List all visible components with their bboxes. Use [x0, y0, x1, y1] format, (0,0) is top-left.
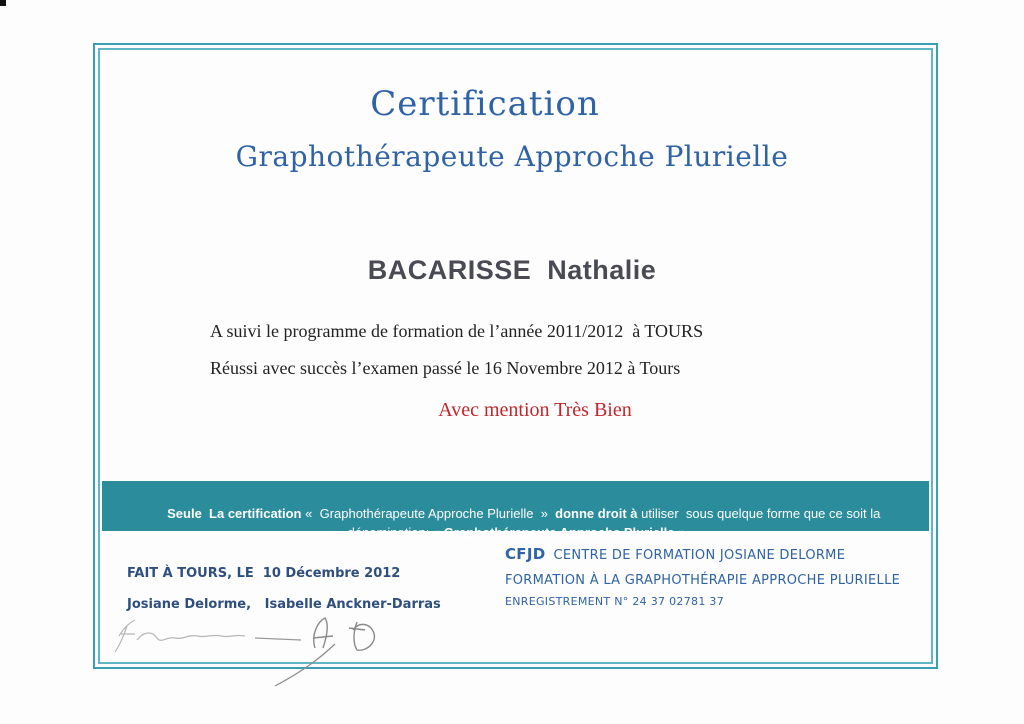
- place-date: FAIT À TOURS, LE 10 Décembre 2012: [127, 566, 401, 581]
- notice-part1: Seule La certification: [167, 506, 302, 521]
- organization-acronym: CFJD: [505, 545, 546, 563]
- organization-program: FORMATION À LA GRAPHOTHÉRAPIE APPROCHE PLURIELLE: [505, 573, 901, 588]
- organization-name: CENTRE DE FORMATION JOSIANE DELORME: [553, 548, 846, 563]
- certificate-title: Certification: [370, 84, 600, 124]
- mention-line: Avec mention Très Bien: [438, 399, 632, 421]
- exam-line: Réussi avec succès l’examen passé le 16 Novembre 2012 à Tours: [210, 358, 681, 378]
- notice-band: [102, 481, 929, 540]
- organization-header: [505, 545, 845, 563]
- organization-registration: ENREGISTREMENT N° 24 37 02781 37: [505, 595, 725, 608]
- handwritten-signatures: [105, 608, 425, 693]
- notice-part4: utiliser sous quelque forme que ce soit la dénomination:: [347, 506, 884, 540]
- certificate-subtitle: Graphothérapeute Approche Plurielle: [235, 140, 789, 173]
- signers-names: Josiane Delorme, Isabelle Anckner-Darras: [127, 597, 441, 612]
- scan-corner-mark: [0, 0, 6, 6]
- notice-part5: « Graphothérapeute Approche Plurielle »: [432, 525, 686, 540]
- notice-part2: « Graphothérapeute Approche Plurielle »: [301, 506, 556, 521]
- recipient-name: BACARISSE Nathalie: [367, 255, 657, 285]
- notice-part3: donne droit à: [555, 506, 638, 521]
- programme-line: A suivi le programme de formation de l’année 2011/2012 à TOURS: [210, 321, 704, 341]
